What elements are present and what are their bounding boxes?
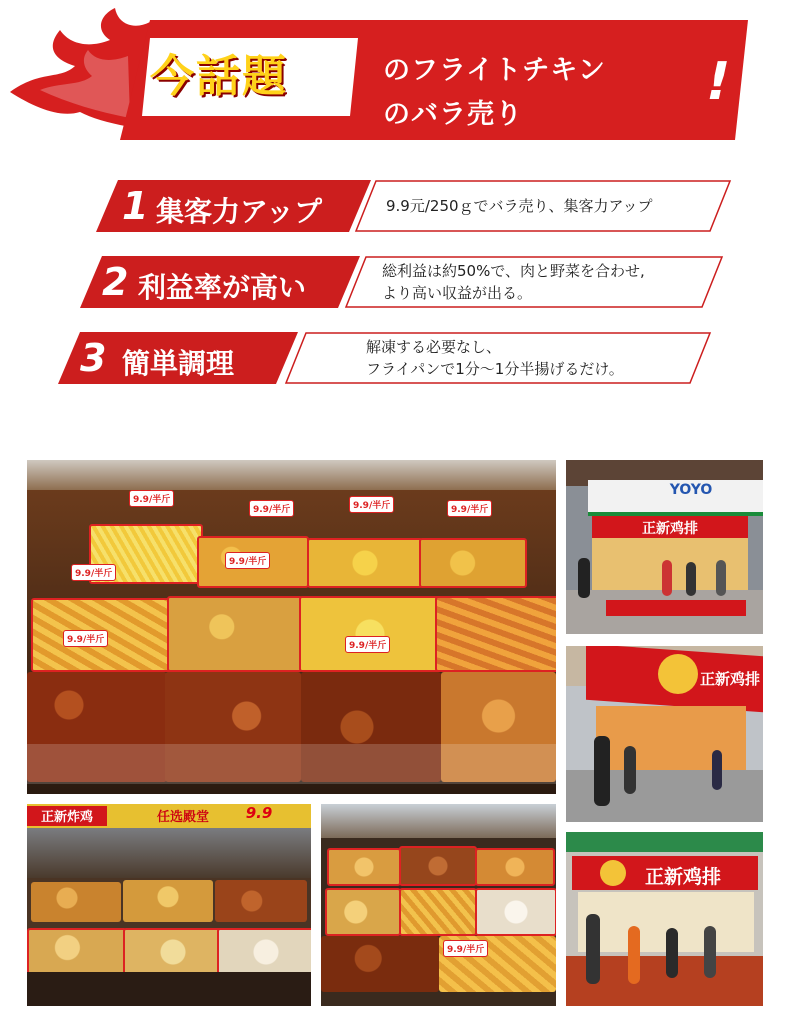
banner-label-2: 任选殿堂 (156, 810, 209, 825)
banner-subtitle-line2: のバラ売り (383, 99, 523, 130)
feature-number: 1 (122, 184, 149, 228)
feature-desc-line2: より高い収益が出る。 (382, 284, 533, 302)
header-banner (0, 0, 788, 160)
feature-desc-line2: フライパンで1分〜1分半揚げるだけ。 (366, 360, 624, 378)
feature-desc-line1: 総利益は約50%で、肉と野菜を合わせ, (382, 262, 645, 280)
price-tag: 9.9/半斤 (447, 500, 492, 517)
photo-display-case-left (27, 804, 311, 1006)
price-tag: 9.9/半斤 (129, 490, 174, 507)
store-sign: 正新鸡排 (592, 518, 748, 536)
price-tag: 9.9/半斤 (443, 940, 488, 957)
feature-title: 簡単調理 (122, 347, 235, 380)
banner-subtitle-line1: のフライトチキン (383, 55, 606, 86)
banner-label: 正新炸鸡 (27, 806, 107, 826)
price-tag: 9.9/半斤 (345, 636, 390, 653)
feature-number: 3 (80, 336, 107, 380)
feature-desc-line1: 9.9元/250ｇでバラ売り、集客力アップ (386, 197, 653, 215)
yoyo-sign: YOYO (669, 482, 713, 498)
banner-exclamation: ! (699, 52, 737, 112)
feature-title: 利益率が高い (138, 271, 307, 304)
price-tag: 9.9/半斤 (225, 552, 270, 569)
store-sign: 正新鸡排 (644, 866, 721, 888)
feature-row-2 (80, 256, 724, 308)
balls-tray (307, 538, 423, 588)
price-tag: 9.9/半斤 (349, 496, 394, 513)
photo-storefront-3 (566, 832, 763, 1006)
feature-desc-line1: 解凍する必要なし、 (366, 338, 502, 356)
feature-number: 2 (102, 260, 129, 304)
feature-title: 集客力アップ (156, 195, 323, 228)
price-tag: 9.9/半斤 (249, 500, 294, 517)
photo-display-case-main (27, 460, 556, 794)
banner-price: 9.9 (245, 804, 273, 822)
store-sign: 正新鸡排 (700, 670, 761, 688)
photo-display-case-right (321, 804, 556, 1006)
price-tag: 9.9/半斤 (71, 564, 116, 581)
feature-row-3 (58, 332, 712, 384)
banner-title: 今話題 (150, 51, 288, 102)
feature-row-1 (96, 180, 732, 232)
photo-storefront-2 (566, 646, 763, 822)
photo-storefront-1 (566, 460, 763, 634)
snack-tray (419, 538, 527, 588)
price-tag: 9.9/半斤 (63, 630, 108, 647)
